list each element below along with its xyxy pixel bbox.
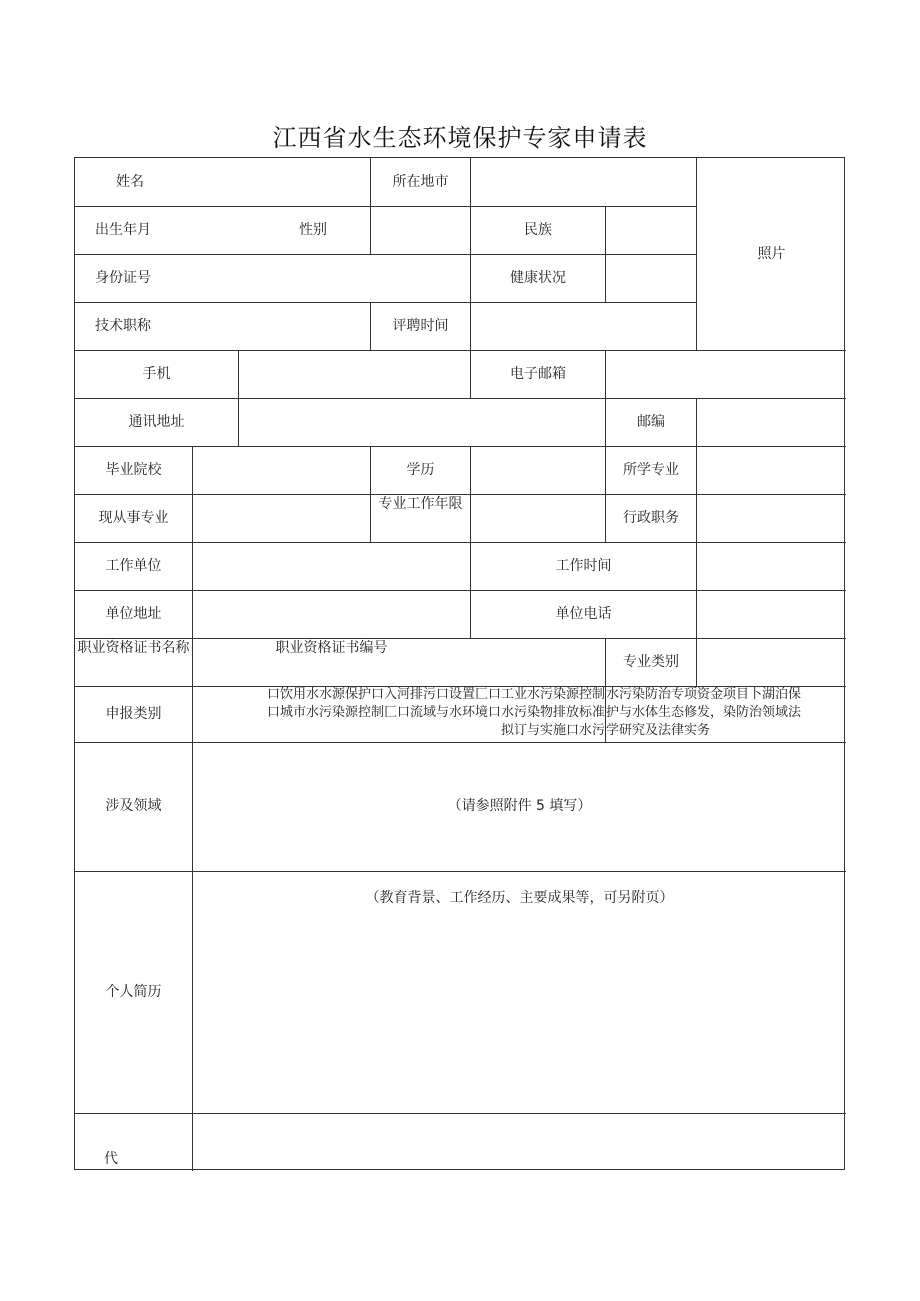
col-divider [370, 206, 371, 254]
row-divider [75, 1113, 846, 1114]
application-form [74, 157, 845, 1170]
label-postcode: 邮编 [637, 413, 665, 430]
apply-options-col2-line3[interactable]: 学研究及法律实务 [606, 723, 711, 738]
apply-options-line2[interactable]: 口城市水污染源控制匚口流域与水环境口水污染物排放标准 [266, 705, 605, 720]
fields-hint: （请参照附件 5 填写） [447, 798, 592, 814]
label-id-number: 身份证号 [95, 269, 151, 286]
apply-options-right[interactable] [606, 686, 846, 742]
apply-options-left[interactable] [193, 686, 605, 742]
label-email: 电子邮箱 [510, 365, 566, 382]
label-city: 所在地市 [392, 173, 449, 190]
label-appointment-time: 评聘时间 [392, 317, 449, 334]
col-divider [470, 302, 471, 350]
apply-options-line3[interactable]: 拟订与实施口水污 [500, 723, 605, 738]
resume-hint: （教育背景、工作经历、主要成果等，可另附页） [365, 890, 674, 906]
label-health: 健康状况 [510, 269, 566, 286]
apply-options-line1[interactable]: 口饮用水水源保护口入河排污口设置匚口工业水污染源控制 [266, 687, 605, 702]
label-fields: 涉及领域 [105, 798, 162, 814]
label-specialty-category: 专业类别 [623, 653, 679, 670]
label-name: 姓名 [116, 173, 144, 190]
label-cert-name: 职业资格证书名称 [77, 640, 190, 656]
label-ethnicity: 民族 [524, 221, 552, 238]
label-school: 毕业院校 [105, 461, 162, 478]
label-major: 所学专业 [623, 461, 679, 478]
fields-input[interactable] [193, 742, 846, 871]
label-tech-title: 技术职称 [95, 317, 151, 334]
label-current-field: 现从事专业 [98, 509, 169, 526]
label-photo: 照片 [757, 245, 786, 262]
label-work-time: 工作时间 [555, 557, 612, 574]
label-education: 学历 [406, 461, 435, 478]
form-title: 江西省水生态环境保护专家申请表 [272, 124, 648, 152]
label-address: 通讯地址 [128, 413, 185, 430]
col-divider [470, 158, 471, 206]
label-cert-number: 职业资格证书编号 [275, 640, 388, 656]
col-divider [696, 398, 697, 494]
label-mobile: 手机 [142, 365, 171, 382]
col-divider [238, 350, 239, 446]
label-employer: 工作单位 [105, 557, 162, 574]
apply-options-col2-line2[interactable]: 护与水体生态修发，染防治领域法 [606, 705, 802, 720]
label-work-years: 专业工作年限 [378, 496, 463, 512]
photo-box[interactable] [697, 158, 846, 350]
label-birth: 出生年月 [95, 221, 151, 238]
label-resume: 个人简历 [105, 983, 162, 1000]
label-employer-phone: 单位电话 [555, 605, 612, 622]
label-admin-post: 行政职务 [623, 509, 679, 526]
col-divider [696, 494, 697, 638]
label-last-row: 代 [104, 1150, 118, 1167]
resume-input[interactable] [193, 890, 846, 1090]
row-divider [75, 638, 846, 639]
col-divider [605, 206, 606, 302]
col-divider [696, 638, 697, 686]
label-apply-category: 申报类别 [105, 705, 162, 722]
col-divider [192, 1113, 193, 1171]
apply-options-col2-line1[interactable]: 水污染防治专项资金项目卜湖泊保 [606, 687, 802, 702]
label-employer-address: 单位地址 [105, 605, 162, 622]
label-gender: 性别 [299, 221, 327, 238]
